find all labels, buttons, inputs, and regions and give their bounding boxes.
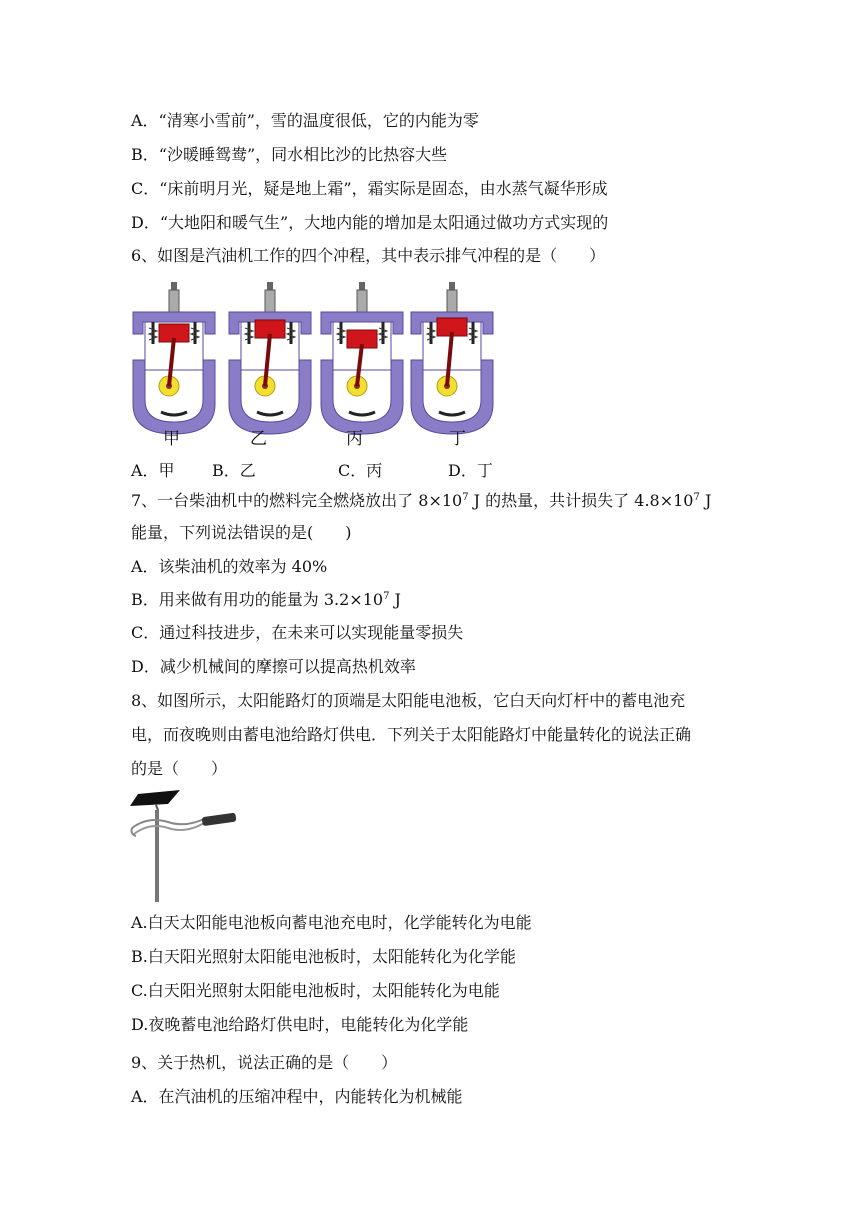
q5-option-a: A．“清寒小雪前”，雪的温度很低，它的内能为零	[131, 111, 479, 130]
q8-option-b: B.白天阳光照射太阳能电池板时，太阳能转化为化学能	[131, 947, 516, 966]
engine-label-ding: 丁	[449, 429, 466, 449]
engine-yi	[229, 282, 311, 434]
q8-option-a: A.白天太阳能电池板向蓄电池充电时，化学能转化为电能	[131, 913, 532, 932]
solar-street-lamp-figure	[128, 786, 240, 904]
engine-ding	[411, 282, 493, 434]
q7-option-d: D．减少机械间的摩擦可以提高热机效率	[131, 657, 416, 676]
engine-label-yi: 乙	[250, 429, 267, 449]
q8-stem-line2: 电，而夜晚则由蓄电池给路灯供电．下列关于太阳能路灯中能量转化的说法正确	[131, 725, 692, 744]
engine-bing	[321, 282, 403, 434]
q7-option-c: C．通过科技进步，在未来可以实现能量零损失	[131, 623, 464, 642]
q7-option-b: B．用来做有用功的能量为 $3.2\times 10^7$ J	[131, 590, 401, 609]
q8-stem-line3: 的是（ ）	[131, 759, 228, 778]
solar-panel	[130, 790, 180, 806]
engine-jia	[133, 282, 215, 434]
lamp-head	[202, 813, 237, 827]
q6-option-c: C．丙	[338, 461, 383, 480]
engine-strokes-figure	[131, 282, 501, 447]
q7-option-a: A．该柴油机的效率为 40%	[131, 557, 328, 576]
q9-option-a: A．在汽油机的压缩冲程中，内能转化为机械能	[131, 1087, 463, 1106]
q8-option-c: C.白天阳光照射太阳能电池板时，太阳能转化为电能	[131, 981, 500, 1000]
q6-option-a: A．甲	[131, 461, 175, 480]
q8-option-d: D.夜晚蓄电池给路灯供电时，电能转化为化学能	[131, 1015, 469, 1034]
q6-stem: 6、如图是汽油机工作的四个冲程，其中表示排气冲程的是（ ）	[131, 246, 606, 265]
q7-stem-line1: 7、一台柴油机中的燃料完全燃烧放出了 $8\times 10^7$ J 的热量，共计损失了 $4.8\times 10^7$ J	[131, 491, 712, 510]
q8-stem-line1: 8、如图所示，太阳能路灯的顶端是太阳能电池板，它白天向灯杆中的蓄电池充	[131, 691, 686, 710]
engine-label-bing: 丙	[346, 429, 363, 449]
q9-stem: 9、关于热机，说法正确的是（ ）	[131, 1053, 398, 1072]
engine-label-jia: 甲	[163, 429, 180, 449]
q5-option-b: B．“沙暖睡鸳鸯”，同水相比沙的比热容大些	[131, 145, 448, 164]
q6-option-b: B．乙	[212, 461, 256, 480]
q5-option-c: C．“床前明月光，疑是地上霜”，霜实际是固态，由水蒸气凝华形成	[131, 179, 608, 198]
q6-option-d: D．丁	[448, 461, 493, 480]
q5-option-d: D．“大地阳和暖气生”，大地内能的增加是太阳通过做功方式实现的	[131, 213, 609, 232]
q7-stem-line2: 能量，下列说法错误的是( )	[131, 523, 352, 542]
lamp-pole	[155, 810, 159, 902]
